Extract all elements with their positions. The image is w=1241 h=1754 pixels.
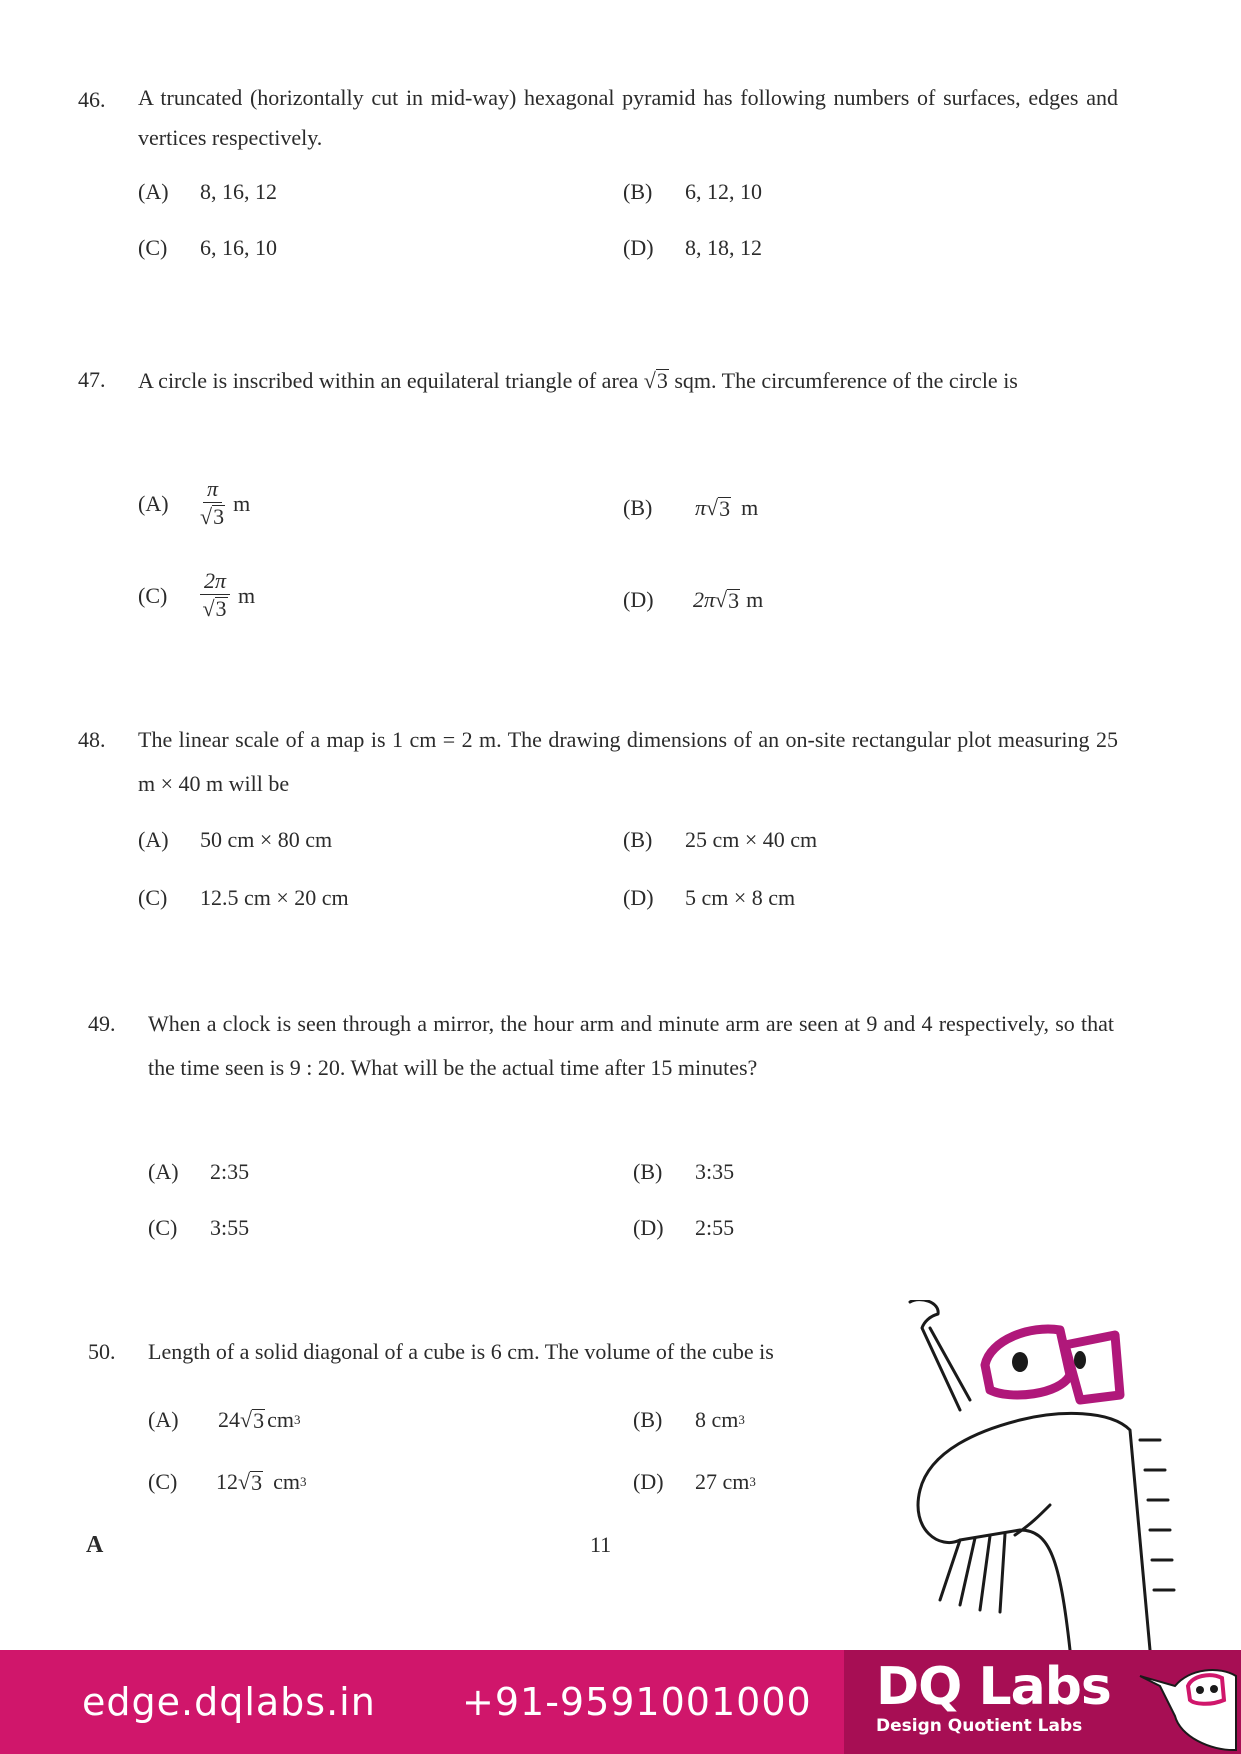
option-c[interactable] — [148, 1206, 249, 1250]
numerator: π — [203, 476, 222, 503]
page-number: 11 — [590, 1532, 612, 1557]
sqrt-icon: √ — [643, 368, 656, 393]
fraction — [200, 568, 230, 623]
sqrt-icon: √ — [200, 504, 213, 529]
question-text: When a clock is seen through a mirror, the hour arm and minute arm are seen at 9 and 4 respectively, so that the time seen is 9 : 20. What will be the actual time after 15 minutes? — [148, 1011, 1114, 1080]
radicand: 3 — [719, 495, 731, 521]
option-value: 2:55 — [695, 1215, 735, 1240]
text-before: A circle is inscribed within an equilateral triangle of area — [138, 368, 639, 393]
superscript: 3 — [738, 1412, 745, 1427]
option-label: (A) — [138, 490, 169, 516]
question-number: 46. — [78, 87, 106, 112]
option-a[interactable] — [138, 818, 332, 862]
option-value: 12.5 cm × 20 cm — [200, 885, 349, 910]
question-49 — [88, 1002, 1118, 1242]
question-47 — [78, 358, 1118, 638]
option-d[interactable] — [633, 1460, 756, 1504]
option-value: 8, 18, 12 — [685, 235, 762, 260]
option-label: (B) — [623, 179, 653, 204]
superscript: 3 — [299, 1474, 307, 1489]
option-value: 50 cm × 80 cm — [200, 827, 333, 852]
option-value: 5 cm × 8 cm — [685, 885, 796, 910]
radicand: 3 — [656, 368, 668, 393]
fraction — [200, 476, 225, 531]
option-c[interactable] — [138, 876, 349, 920]
option-value: 3:55 — [210, 1215, 250, 1240]
sqrt-icon: √ — [238, 1469, 251, 1494]
question-text: The linear scale of a map is 1 cm = 2 m. The drawing dimensions of an on-site rectangular plot measuring 25 m × 40 m will be — [138, 727, 1118, 796]
question-46 — [78, 78, 1118, 268]
unit: m — [238, 582, 256, 608]
option-b[interactable] — [633, 1150, 734, 1194]
option-label: (C) — [138, 885, 168, 910]
question-50 — [88, 1330, 928, 1510]
mascot-logo-icon — [1130, 1656, 1238, 1752]
question-number: 47. — [78, 367, 106, 392]
option-label: (C) — [138, 582, 168, 608]
unit: cm — [273, 1469, 300, 1494]
footer-banner — [0, 1650, 1241, 1754]
option-b[interactable] — [633, 1398, 745, 1442]
option-value: 2:35 — [210, 1159, 250, 1184]
cartoon-mascot-icon — [900, 1300, 1200, 1650]
question-number: 49. — [88, 1011, 116, 1036]
option-value: 3:35 — [695, 1159, 735, 1184]
question-number: 48. — [78, 727, 106, 752]
option-a[interactable] — [148, 1398, 300, 1442]
option-label: (B) — [633, 1407, 663, 1432]
option-label: (A) — [138, 179, 169, 204]
option-label: (D) — [633, 1215, 664, 1240]
radicand: 3 — [215, 596, 227, 621]
denominator — [200, 503, 225, 531]
option-label: (D) — [623, 885, 654, 910]
option-value: 8, 16, 12 — [200, 179, 277, 204]
brand-logo — [876, 1658, 1111, 1736]
option-d[interactable] — [623, 578, 763, 622]
option-a[interactable] — [138, 170, 277, 214]
option-label: (B) — [623, 827, 653, 852]
option-label: (C) — [148, 1469, 178, 1494]
booklet-series: A — [86, 1532, 104, 1558]
option-label: (C) — [148, 1215, 178, 1240]
prefix: 12 — [216, 1469, 238, 1494]
denominator — [202, 595, 227, 623]
question-text — [138, 358, 1118, 404]
sqrt-icon: √ — [240, 1407, 253, 1432]
option-value: 6, 12, 10 — [685, 179, 762, 204]
option-d[interactable] — [633, 1206, 734, 1250]
unit: cm — [267, 1407, 294, 1432]
radicand: 3 — [251, 1469, 263, 1495]
question-number: 50. — [88, 1339, 116, 1364]
question-48 — [78, 718, 1118, 918]
brand-tagline: Design Quotient Labs — [876, 1716, 1083, 1736]
numerator: 2π — [200, 568, 230, 595]
option-c[interactable] — [138, 568, 255, 623]
option-d[interactable] — [623, 876, 795, 920]
question-text: A truncated (horizontally cut in mid-way) hexagonal pyramid has following numbers of surfaces, edges and vertices respectively. — [138, 85, 1118, 150]
superscript: 3 — [749, 1474, 756, 1489]
option-label: (D) — [623, 587, 654, 612]
radicand: 3 — [253, 1407, 265, 1433]
option-value: 27 cm — [695, 1469, 750, 1494]
option-label: (A) — [148, 1407, 179, 1432]
sqrt-icon: √ — [706, 495, 719, 520]
option-label: (D) — [633, 1469, 664, 1494]
option-b[interactable] — [623, 170, 762, 214]
option-label: (C) — [138, 235, 168, 260]
option-c[interactable] — [148, 1460, 306, 1504]
prefix: π — [695, 495, 707, 520]
website-link[interactable]: edge.dqlabs.in — [82, 1680, 376, 1724]
option-b[interactable] — [623, 818, 817, 862]
brand-name: DQ Labs — [876, 1657, 1111, 1717]
prefix: 2π — [693, 587, 716, 612]
option-a[interactable] — [148, 1150, 249, 1194]
unit: m — [233, 490, 251, 516]
option-d[interactable] — [623, 226, 762, 270]
unit: m — [741, 495, 759, 520]
sqrt-icon: √ — [715, 587, 728, 612]
option-c[interactable] — [138, 226, 277, 270]
unit: m — [746, 587, 764, 612]
option-value: 25 cm × 40 cm — [685, 827, 818, 852]
text-after: sqm. The circumference of the circle is — [674, 368, 1018, 393]
option-label: (D) — [623, 235, 654, 260]
sqrt-icon: √ — [202, 596, 215, 621]
option-a[interactable] — [138, 476, 250, 531]
option-value: 8 cm — [695, 1407, 739, 1432]
radicand: 3 — [213, 504, 225, 529]
option-label: (A) — [148, 1159, 179, 1184]
question-text: Length of a solid diagonal of a cube is 6 cm. The volume of the cube is — [148, 1339, 774, 1364]
option-label: (B) — [633, 1159, 663, 1184]
superscript: 3 — [293, 1412, 301, 1427]
prefix: 24 — [218, 1407, 240, 1432]
phone-number[interactable]: +91-9591001000 — [462, 1680, 812, 1724]
radicand: 3 — [728, 587, 740, 613]
option-value: 6, 16, 10 — [200, 235, 277, 260]
option-b[interactable] — [623, 486, 758, 530]
option-label: (B) — [623, 495, 653, 520]
option-label: (A) — [138, 827, 169, 852]
